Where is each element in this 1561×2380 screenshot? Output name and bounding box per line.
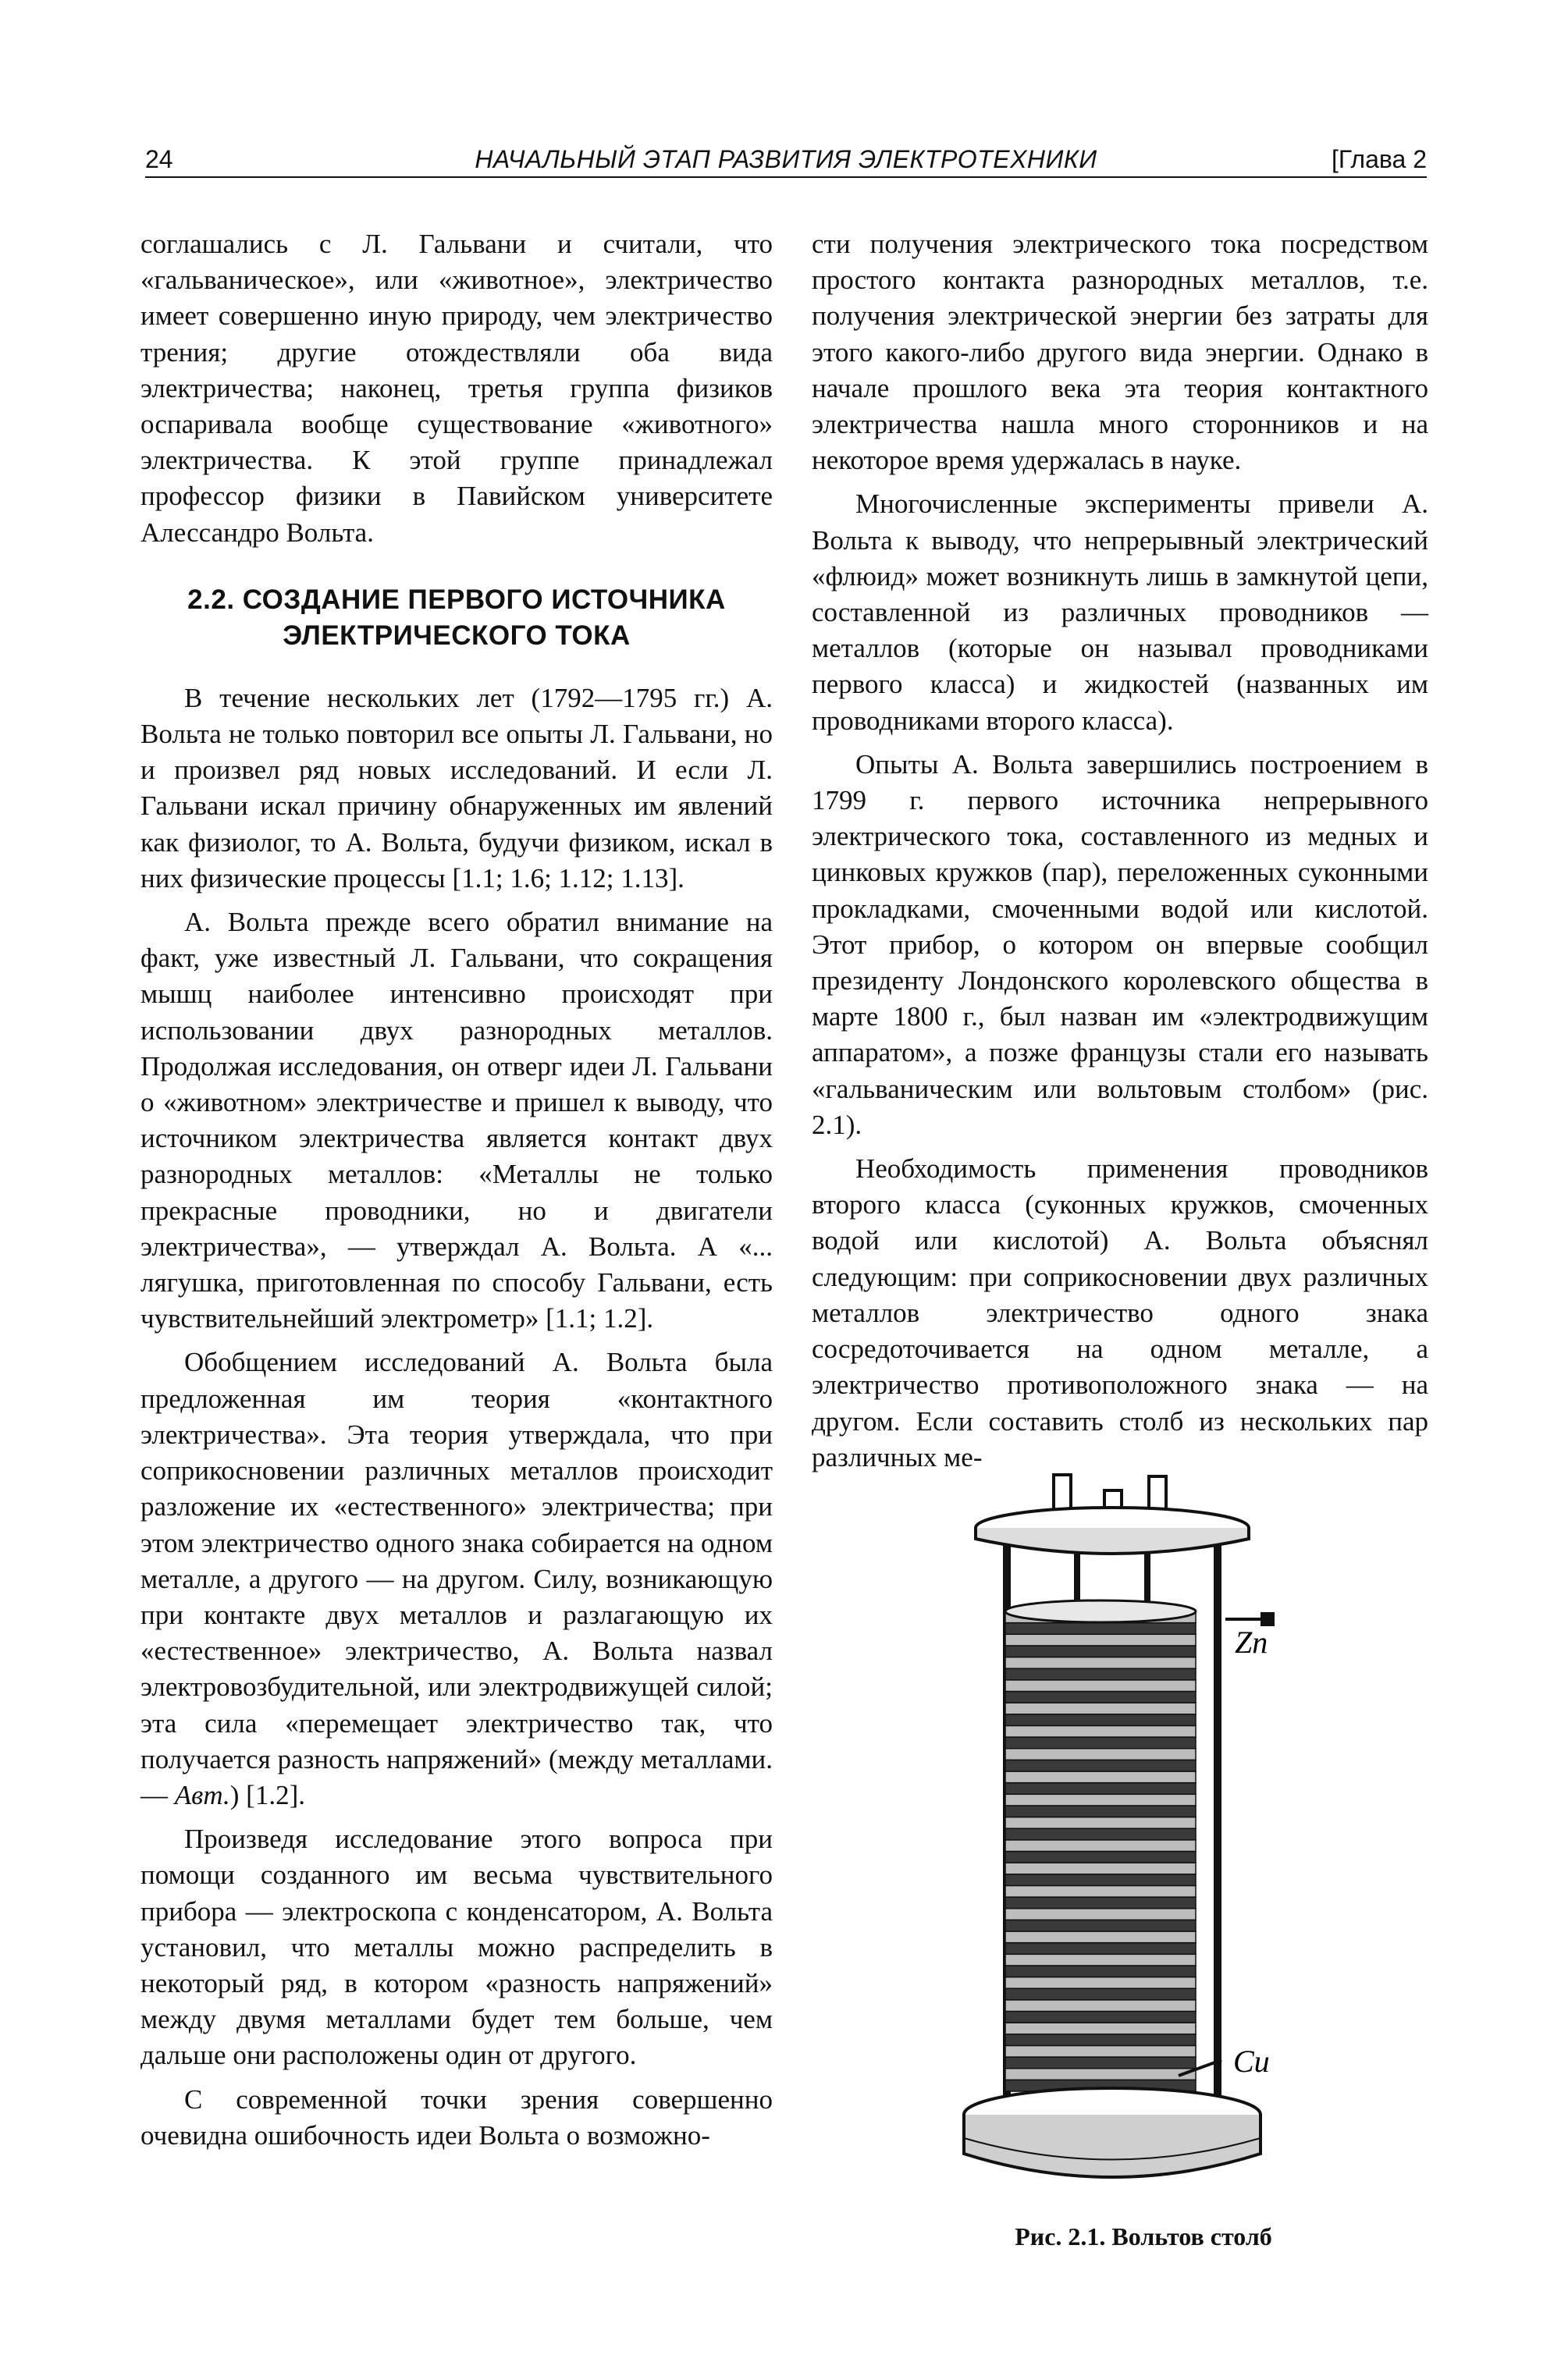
pile-disc (1005, 1760, 1196, 1771)
running-header (145, 140, 1427, 178)
pile-disc (1005, 2012, 1196, 2023)
pile-disc (1005, 2034, 1196, 2046)
pile-disc (1005, 1966, 1196, 1977)
paragraph: В течение нескольких лет (1792—1795 гг.) А. Вольта не только повторил все опыты Л. Гальвани, но и произвел ряд новых исследований. И если Л. Гальвани искал причину обнаруженных им явлений как физиолог, то А. Вольта, будучи физиком, искал в них физические процессы [1.1; 1.6; 1.12; 1.13]. (140, 682, 773, 893)
voltaic-pile-figure (944, 1467, 1327, 2216)
page-number: 24 (145, 145, 173, 173)
pile-disc (1005, 1657, 1196, 1669)
paragraph-text: ) [1.2]. (229, 1779, 305, 1810)
paragraph: Многочисленные эксперименты привели А. Вольта к выводу, что непрерывный электрический «флюид» может возникнуть лишь в замкнутой цепи, составленной из различных проводников — металлов (которые он называл проводниками первого класса) и жидкостей (названных им проводниками второго класса). (812, 488, 1428, 736)
section-title-line-1: 2.2. СОЗДАНИЕ ПЕРВОГО ИСТОЧНИКА (187, 584, 726, 615)
pile-disc (1005, 1977, 1196, 1989)
pile-disc (1005, 1817, 1196, 1829)
pile-disc (1005, 1668, 1196, 1680)
pile-disc (1005, 1737, 1196, 1749)
paragraph: сти получения электрического тока посредством простого контакта разнородных металлов, т.е. получения электрической энергии без затраты для этого какого-либо другого вида энергии. Однако в начале прошлого века эта теория контактного электричества нашла много сторонников и на некоторое время удержалась в науке. (812, 229, 1428, 476)
pile-disc (1005, 1828, 1196, 1840)
pile-disc (1005, 1783, 1196, 1795)
paragraph: А. Вольта прежде всего обратил внимание на факт, уже известный Л. Гальвани, что сокращения мышц наиболее интенсивно происходят при использовании двух разнородных металлов. Продолжая исследования, он отверг идеи Л. Гальвани о «животном» электричестве и пришел к выводу, что источником электричества является контакт двух разнородных металлов: «Металлы не только прекрасные проводники, но и двигатели электричества», — утверждал А. Вольта. А «... лягушка, приготовленная по способу Гальвани, есть чувствительнейший электрометр» [1.1; 1.2]. (140, 907, 773, 1334)
pile-disc (1005, 1714, 1196, 1726)
header-rule (145, 176, 1427, 178)
pile-disc (1005, 1897, 1196, 1909)
section-title-line-2: ЭЛЕКТРИЧЕСКОГО ТОКА (283, 620, 631, 651)
pile-disc (1005, 2069, 1196, 2080)
pile-top-disc (1005, 1600, 1196, 1622)
pile-disc (1005, 1794, 1196, 1806)
pile-disc (1005, 1634, 1196, 1646)
paragraph-italic: Авт. (174, 1779, 230, 1810)
paragraph: С современной точки зрения совершенно очевидна ошибочность идеи Вольта о возможно- (140, 2083, 773, 2151)
pile-disc (1005, 2023, 1196, 2034)
pile-disc (1005, 2000, 1196, 2012)
paragraph-text: Обобщением исследований А. Вольта была предложенная им теория «контактного электричества». Эта теория утверждала, что при соприкосновении различных металлов происходит разложение их «естественного» электричества; при этом электричество одного знака собирается на одном металле, а другого — на другом. Силу, возникающую при контакте двух металлов и разлагающую их «естественное» электричество, А. Вольта назвал электровозбудительной, или электродвижущей силой; эта сила «перемещает электричество так, что получается разность напряжений» (между металлами. — (140, 1347, 773, 1810)
pile-disc (1005, 2057, 1196, 2069)
disc-stack (1005, 1600, 1196, 2091)
paragraph: соглашались с Л. Гальвани и считали, что «гальваническое», или «животное», электричество имеет совершенно иную природу, чем электричество трения; другие отождествляли оба вида электричества; наконец, третья группа физиков оспаривала вообще существование «животного» электричества. К этой группе принадлежал профессор физики в Павийском университете Алессандро Вольта. (140, 229, 773, 548)
voltaic-pile-illustration (944, 1467, 1327, 2216)
pile-disc (1005, 1771, 1196, 1783)
pile-disc (1005, 1920, 1196, 1931)
zinc-label: Zn (1235, 1625, 1268, 1660)
figure-caption: Рис. 2.1. Вольтов столб (1015, 2222, 1272, 2250)
pile-disc (1005, 1725, 1196, 1737)
pile-disc (1005, 1852, 1196, 1863)
copper-label: Cu (1233, 2044, 1270, 2079)
pile-disc (1005, 1623, 1196, 1635)
pile-disc (1005, 1885, 1196, 1897)
pile-disc (1005, 1680, 1196, 1692)
pile-disc (1005, 1646, 1196, 1657)
running-title: НАЧАЛЬНЫЙ ЭТАП РАЗВИТИЯ ЭЛЕКТРОТЕХНИКИ (475, 145, 1097, 173)
pile-disc (1005, 1874, 1196, 1886)
pile-disc (1005, 1806, 1196, 1817)
pile-disc (1005, 1988, 1196, 2000)
chapter-label: [Глава 2 (1331, 145, 1427, 173)
pile-disc (1005, 1840, 1196, 1852)
paragraph: Опыты А. Вольта завершились построением в 1799 г. первого источника непрерывного электрического тока, составленного из медных и цинковых кружков (пар), переложенных суконными прокладками, смоченными водой или кислотой. Этот прибор, о котором он впервые сообщил президенту Лондонского королевского общества в марте 1800 г., был назван им «электродвижущим аппаратом», а позже французы стали его называть «гальваническим или вольтовым столбом» (рис. 2.1). (812, 748, 1428, 1140)
pile-disc (1005, 1909, 1196, 1920)
pile-disc (1005, 1954, 1196, 1966)
pile-disc (1005, 1703, 1196, 1714)
section-title (140, 582, 773, 654)
pile-disc (1005, 1863, 1196, 1874)
paragraph: Произведя исследование этого вопроса при помощи созданного им весьма чувствительного прибора — электроскопа с конденсатором, А. Вольта установил, что металлы можно распределить в некоторый ряд, в котором «разность напряжений» между двумя металлами будет тем больше, чем дальше они расположены один от другого. (140, 1824, 773, 2071)
pile-disc (1005, 1692, 1196, 1703)
right-column (812, 226, 1428, 1476)
pile-disc (1005, 1943, 1196, 1955)
left-column (140, 226, 773, 2154)
paragraph: Необходимость применения проводников второго класса (суконных кружков, смоченных водой или кислотой) А. Вольта объяснял следующим: при соприкосновении двух различных металлов электричество одного знака сосредоточивается на одном металле, а электричество противоположного знака — на другом. Если составить столб из нескольких пар различных ме- (812, 1153, 1428, 1472)
pile-disc (1005, 2045, 1196, 2057)
pile-disc (1005, 1931, 1196, 1943)
paragraph (140, 1345, 773, 1813)
pile-disc (1005, 1749, 1196, 1760)
